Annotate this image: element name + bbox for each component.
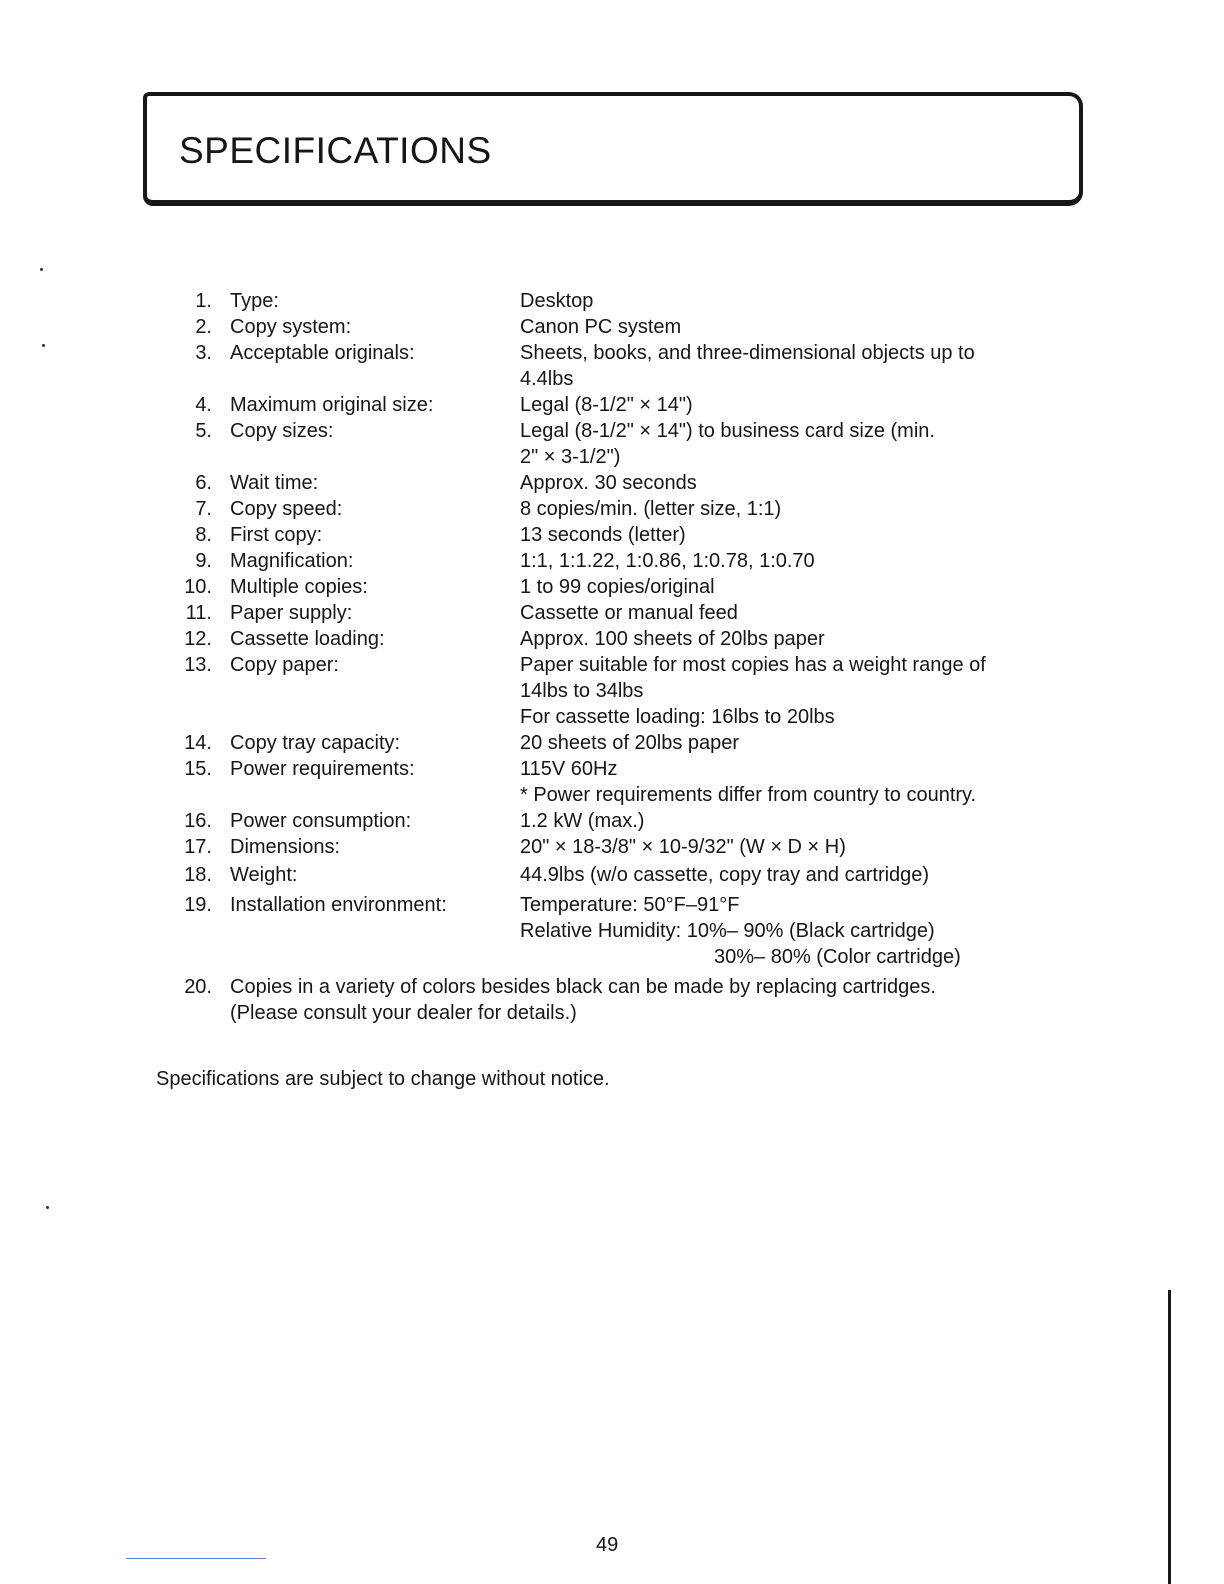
- spec-value-line: 8 copies/min. (letter size, 1:1): [520, 498, 782, 520]
- spec-value-line: Approx. 100 sheets of 20lbs paper: [520, 628, 825, 650]
- spec-value-line: Desktop: [520, 290, 594, 312]
- spec-values: [520, 314, 1080, 340]
- spec-number: 16.: [184, 810, 212, 832]
- spec-number: 8.: [195, 524, 212, 546]
- spec-value-line: 1 to 99 copies/original: [520, 576, 715, 598]
- spec-values: [520, 862, 1080, 888]
- scan-speck: [42, 344, 45, 347]
- spec-value-line: Sheets, books, and three-dimensional objects up to: [520, 342, 975, 364]
- spec-label: Copy system:: [230, 316, 352, 338]
- spec-values: [520, 730, 1080, 756]
- spec-value-line: 13 seconds (letter): [520, 524, 686, 546]
- spec-value-line: Relative Humidity: 10%– 90% (Black cartridge): [520, 920, 935, 942]
- spec-value-line: * Power requirements differ from country to country.: [520, 784, 977, 806]
- spec-value-line: 20" × 18-3/8" × 10-9/32" (W × D × H): [520, 836, 846, 858]
- spec-value-line: Paper suitable for most copies has a weight range of: [520, 654, 986, 676]
- spec-values: [520, 756, 1080, 808]
- spec-number: 15.: [184, 758, 212, 780]
- spec-number: 9.: [195, 550, 212, 572]
- spec-values: [520, 392, 1080, 418]
- scan-edge-line: [1168, 1290, 1171, 1584]
- spec-label: Installation environment:: [230, 894, 447, 916]
- spec-label: Acceptable originals:: [230, 342, 415, 364]
- spec-value-line: Legal (8-1/2" × 14") to business card size (min.: [520, 420, 935, 442]
- spec-values: [520, 600, 1080, 626]
- spec-number: 5.: [195, 420, 212, 442]
- spec-number: 1.: [195, 290, 212, 312]
- title-box: [143, 92, 1083, 206]
- spec-values: [520, 626, 1080, 652]
- spec-label: Copy paper:: [230, 654, 339, 676]
- scan-speck: [40, 268, 43, 271]
- spec-label: Type:: [230, 290, 279, 312]
- spec-value-line: Temperature: 50°F–91°F: [520, 894, 740, 916]
- scan-blue-line: [126, 1558, 266, 1559]
- spec-number: 6.: [195, 472, 212, 494]
- spec-values: [520, 418, 1080, 470]
- spec-number: 17.: [184, 836, 212, 858]
- footer-note: Specifications are subject to change without notice.: [156, 1068, 610, 1090]
- spec-values: [520, 288, 1080, 314]
- spec-number: 11.: [185, 602, 212, 624]
- spec-value-line: 30%– 80% (Color cartridge): [714, 946, 961, 968]
- spec-number: 10.: [184, 576, 212, 598]
- spec-values: [520, 522, 1080, 548]
- spec-number: 2.: [195, 316, 212, 338]
- spec-value-line: 14lbs to 34lbs: [520, 680, 644, 702]
- spec-value-line: 44.9lbs (w/o cassette, copy tray and cartridge): [520, 864, 930, 886]
- spec-values: [520, 548, 1080, 574]
- spec-values: [520, 652, 1080, 730]
- spec-number: 3.: [195, 342, 212, 364]
- spec-values: [520, 808, 1080, 834]
- spec-values: [520, 340, 1080, 392]
- spec-note-line: Copies in a variety of colors besides black can be made by replacing cartridges.: [230, 976, 936, 998]
- spec-label: Multiple copies:: [230, 576, 368, 598]
- spec-label: Cassette loading:: [230, 628, 385, 650]
- spec-label: Copy sizes:: [230, 420, 334, 442]
- spec-values: [520, 470, 1080, 496]
- spec-value-line: Approx. 30 seconds: [520, 472, 697, 494]
- spec-value-line: 1:1, 1:1.22, 1:0.86, 1:0.78, 1:0.70: [520, 550, 815, 572]
- spec-number: 13.: [184, 654, 212, 676]
- scan-speck: [46, 1206, 49, 1209]
- spec-value-line: 115V 60Hz: [520, 758, 618, 780]
- spec-number: 19.: [184, 894, 212, 916]
- spec-label: Dimensions:: [230, 836, 341, 858]
- spec-label: First copy:: [230, 524, 323, 546]
- spec-label: Maximum original size:: [230, 394, 434, 416]
- spec-values: [520, 892, 1080, 970]
- spec-label: Weight:: [230, 864, 298, 886]
- spec-values: [520, 834, 1080, 860]
- spec-values: [520, 574, 1080, 600]
- spec-value-line: For cassette loading: 16lbs to 20lbs: [520, 706, 835, 728]
- spec-label: Power consumption:: [230, 810, 412, 832]
- spec-number: 4.: [195, 394, 212, 416]
- spec-value-line: Canon PC system: [520, 316, 682, 338]
- spec-value-line: Legal (8-1/2" × 14"): [520, 394, 693, 416]
- spec-number: 14.: [184, 732, 212, 754]
- spec-value-line: 1.2 kW (max.): [520, 810, 645, 832]
- spec-label: Paper supply:: [230, 602, 353, 624]
- spec-label: Wait time:: [230, 472, 319, 494]
- spec-label: Copy tray capacity:: [230, 732, 401, 754]
- spec-number: 18.: [184, 864, 212, 886]
- spec-value-line: Cassette or manual feed: [520, 602, 738, 624]
- spec-value-line: 20 sheets of 20lbs paper: [520, 732, 740, 754]
- page-title: SPECIFICATIONS: [179, 130, 492, 171]
- spec-label: Magnification:: [230, 550, 354, 572]
- spec-label: Copy speed:: [230, 498, 343, 520]
- spec-values: [520, 496, 1080, 522]
- spec-value-line: 4.4lbs: [520, 368, 574, 390]
- spec-number: 20.: [184, 976, 212, 998]
- spec-number: 7.: [195, 498, 212, 520]
- spec-note-line: (Please consult your dealer for details.): [230, 1002, 577, 1024]
- page-number: 49: [596, 1534, 619, 1556]
- spec-number: 12.: [184, 628, 212, 650]
- spec-label: Power requirements:: [230, 758, 415, 780]
- spec-value-line: 2" × 3-1/2"): [520, 446, 621, 468]
- spec-note-20: [230, 974, 1090, 1026]
